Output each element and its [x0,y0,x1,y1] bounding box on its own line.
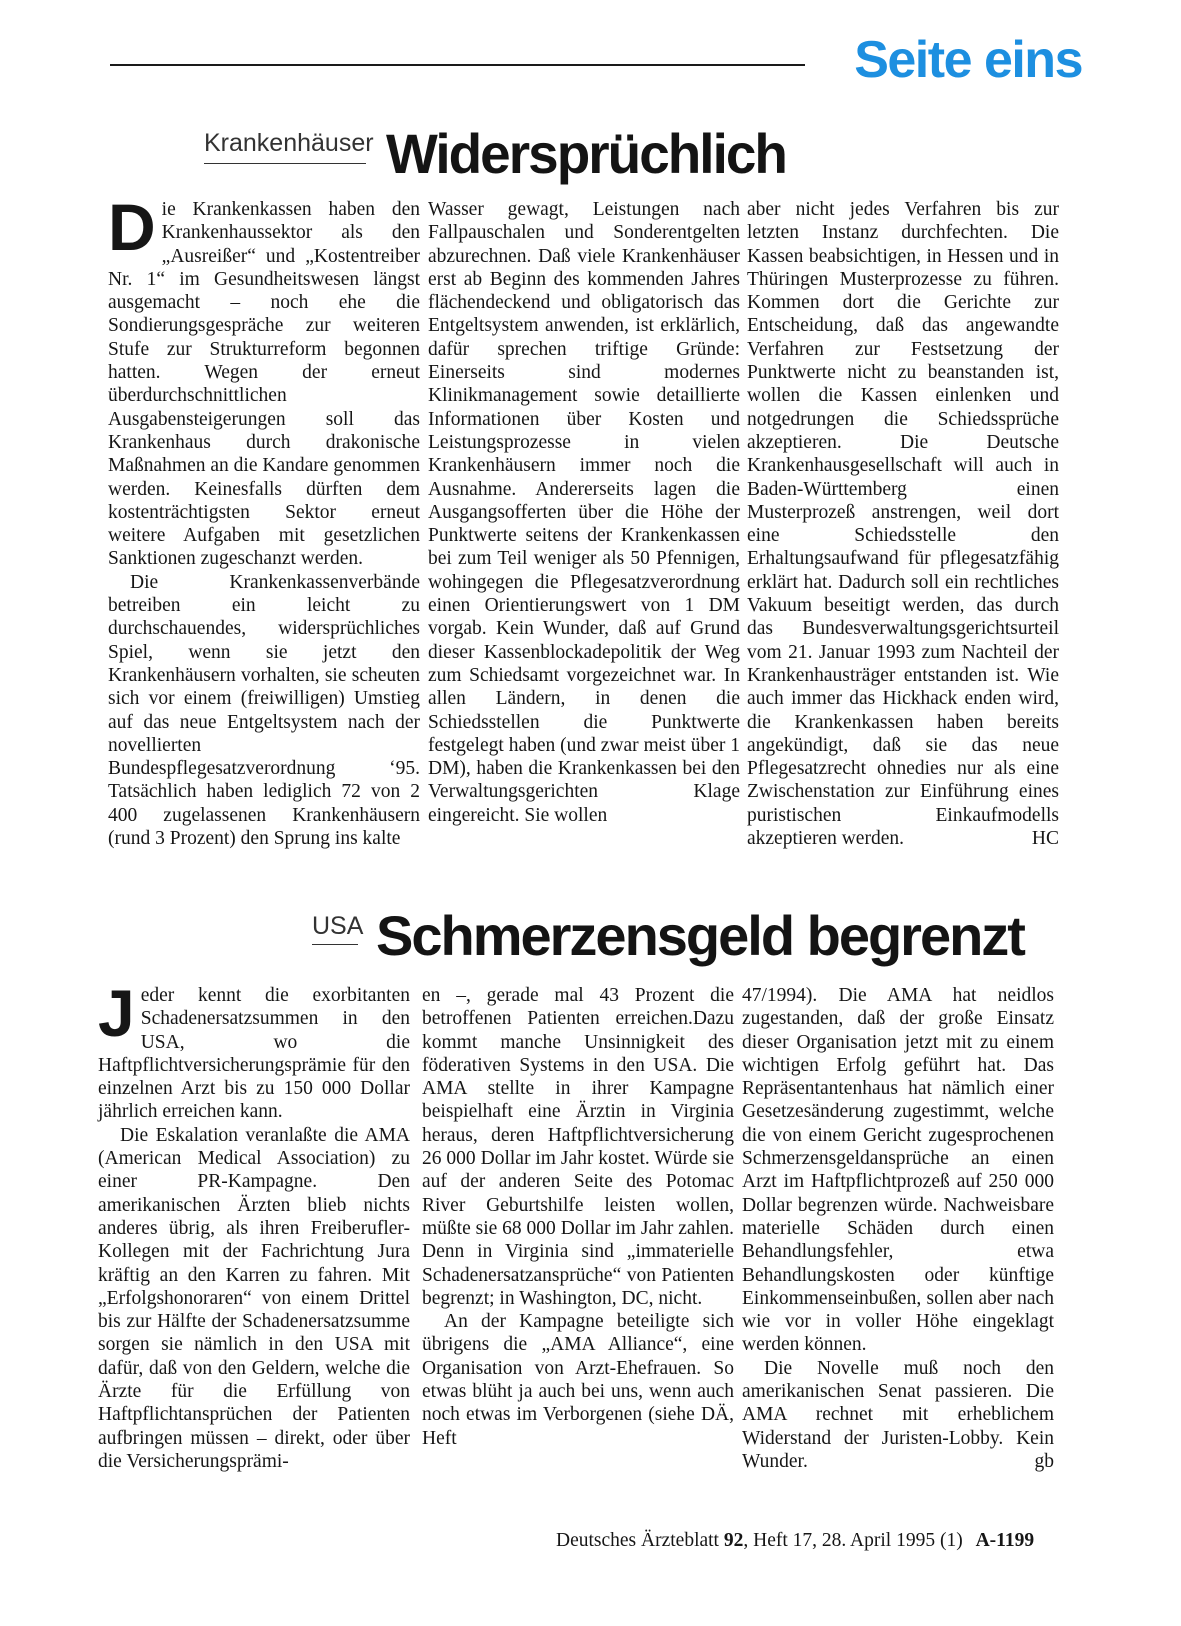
article1-kicker-underline [204,163,366,164]
article2-dropcap: J [98,976,135,1050]
footer-issue: , Heft 17, 28. April 1995 (1) [743,1530,963,1551]
article2-column-3 [742,984,1054,1473]
article1-column-2 [428,198,740,827]
article1-column-1 [108,190,420,850]
article2-paragraph: Die Novelle muß noch den amerikanischen Senat passieren. Die AMA rechnet mit erheblichem Widerstand der Juristen-Lobby. Kein Wunder. gb [742,1357,1054,1472]
footer-volume: 92 [723,1530,744,1551]
article2-signature: gb [1034,1450,1054,1472]
article1-signature: HC [1031,828,1059,850]
article1-paragraph: Die Krankenkassenverbände betreiben ein leicht zu durchschauendes, widersprüchliches Spiel, wenn sie jetzt den Krankenhäusern vorhalten, sie scheuten sich vor einem (freiwilligen) Umstieg auf das neue Entgeltsystem nach der novellierten Bundespflegesatzverordnung ‘95. Tatsächlich haben lediglich 72 von 2 400 zugelassenen Krankenhäusern (rund 3 Prozent) den Sprung ins kalte [108,571,420,850]
article1-column-3 [747,198,1059,850]
article2-column-2 [422,984,734,1450]
article2-paragraph: 47/1994). Die AMA hat neidlos zugestanden, daß der große Einsatz dieser Organisation jetzt mit zu einem wichtigen Erfolg geführt hat. Das Repräsentantenhaus hat nämlich einer Gesetzesänderung zugestimmt, welche die von einem Gericht zugesprochenen Schmerzensgeldansprüche an einen Arzt im Haftpflichtprozeß auf 250 000 Dollar begrenzen würde. Nachweisbare materielle Schäden durch einen Behandlungsfehler, etwa Behandlungskosten oder künftige Einkommenseinbußen, sollen aber nach wie vor in voller Höhe eingeklagt werden können. [742,985,1054,1356]
article1-paragraph: ie Krankenkassen haben den Krankenhaussektor als den „Ausreißer“ und „Kostentreiber Nr. 1“ im Gesundheitswesen längst ausgemacht – noch ehe die Sondierungsgespräche zur weiteren Stufe zur Strukturreform begonnen hatten. Wegen der erneut überdurchschnittlichen Ausgabensteigerungen soll das Krankenhaus durch drakonische Maßnahmen an die Kandare genommen werden. Keinesfalls dürften dem kostenträchtigsten Sektor erneut weitere Aufgaben mit gesetzlichen Sanktionen zugeschanzt werden. [108,199,420,570]
footer-page-number: A-1199 [975,1530,1035,1551]
section-label: Seite eins [854,31,1082,89]
article2-column-1 [98,976,410,1473]
article1-kicker: Krankenhäuser [204,129,374,157]
article1-paragraph: Wasser gewagt, Leistungen nach Fallpauschalen und Sonderentgelten abzurechnen. Daß viele Krankenhäuser erst ab Beginn des kommenden Jahres flächendeckend und obligatorisch das Entgeltsystem anwenden, ist erklärlich, dafür sprechen triftige Gründe: Einerseits sind modernes Klinikmanagement sowie detaillierte Informationen über Kosten und Leistungsprozesse in vielen Krankenhäusern immer noch die Ausnahme. Andererseits lagen die Ausgangsofferten über die Höhe der Punktwerte seitens der Krankenkassen bei zum Teil weniger als 50 Pfennigen, wohingegen die Pflegesatzverordnung einen Orientierungswert von 1 DM vorgab. Kein Wunder, daß auf Grund dieser Kassenblockadepolitik der Weg zum Schiedsamt vorgezeichnet war. In allen Ländern, in denen die Schiedsstellen die Punktwerte festgelegt haben (und zwar meist über 1 DM), haben die Krankenkassen bei den Verwaltungsgerichten Klage eingereicht. Sie wollen [428,199,740,826]
article1-paragraph: aber nicht jedes Verfahren bis zur letzten Instanz durchfechten. Die Kassen beabsichtigen, in Hessen und in Thüringen Musterprozesse zu führen. Kommen dort die Gerichte zur Entscheidung, daß das angewandte Verfahren zur Festsetzung der Punktwerte nicht zu beanstanden ist, wollen die Kassen einlenken und notgedrungen die Schiedssprüche akzeptieren. Die Deutsche Krankenhausgesellschaft will auch in Baden-Württemberg einen Musterprozeß anstrengen, weil dort eine Schiedsstelle den Erhaltungsaufwand für pflegesatzfähig erklärt hat. Dadurch soll ein rechtliches Vakuum beseitigt werden, das durch das Bundesverwaltungsgerichtsurteil vom 21. Januar 1993 zum Nachteil der Krankenhausträger entstanden ist. Wie auch immer das Hickhack enden wird, die Krankenkassen haben bereits angekündigt, daß sie das neue Pflegesatzrecht ohnedies nur als eine Zwischenstation zur Einführung eines puristischen Einkaufmodells akzeptieren werden. HC [747,199,1059,850]
article2-kicker: USA [312,912,364,940]
article2-paragraph: An der Kampagne beteiligte sich übrigens die „AMA Alliance“, eine Organisation von Arzt-Ehefrauen. So etwas blüht ja auch bei uns, wenn auch noch etwas im Verborgenen (siehe DÄ, Heft [422,1311,734,1449]
article2-paragraph: en –, gerade mal 43 Prozent die betroffenen Patienten erreichen.Dazu kommt manche Unsinnigkeit des föderativen Systems in den USA. Die AMA stellte in ihrer Kampagne beispielhaft eine Ärztin in Virginia heraus, deren Haftpflichtversicherung 26 000 Dollar im Jahr kostet. Würde sie auf der anderen Seite des Potomac River Geburtshilfe leisten wollen, müßte sie 68 000 Dollar im Jahr zahlen. Denn in Virginia sind „immaterielle Schadenersatzansprüche“ von Patienten begrenzt; in Washington, DC, nicht. [422,985,734,1309]
article1-dropcap: D [108,190,156,264]
masthead-rule [110,64,805,66]
article2-paragraph: Die Eskalation veranlaßte die AMA (American Medical Association) zu einer PR-Kampagne. Den amerikanischen Ärzten blieb nichts anderes übrig, als ihren Freiberufler-Kollegen mit der Fachrichtung Jura kräftig an den Karren zu fahren. Mit „Erfolgshonoraren“ von einem Drittel bis zur Hälfte der Schadenersatzsumme sorgen sie nämlich in den USA mit dafür, daß von den Geldern, welche die Ärzte für die Erfüllung von Haftpflichtansprüchen der Patienten aufbringen müssen – direkt, oder über die Versicherungsprämi- [98,1124,410,1472]
article1-headline: Widersprüchlich [386,122,786,185]
article2-paragraph: eder kennt die exorbitanten Schadenersatzsummen in den USA, wo die Haftpflichtversicherungsprämie für den einzelnen Arzt bis zu 150 000 Dollar jährlich erreichen kann. [98,985,410,1123]
article2-kicker-underline [312,944,358,945]
page-footer [556,1530,1034,1552]
article2-headline: Schmerzensgeld begrenzt [376,904,1024,967]
footer-journal: Deutsches Ärzteblatt [556,1530,719,1551]
